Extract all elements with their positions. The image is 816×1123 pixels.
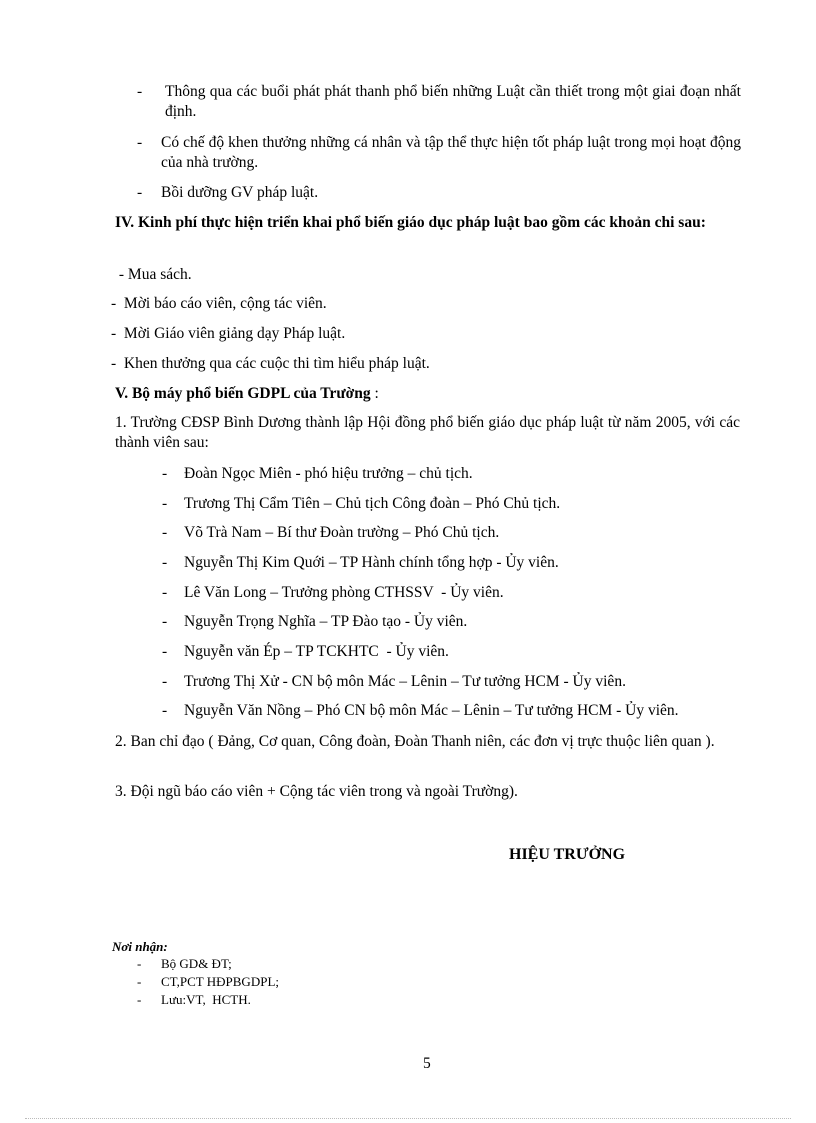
bullet-item: [137, 183, 741, 203]
member-text: Nguyễn Văn Nồng – Phó CN bộ môn Mác – Lênin – Tư tưởng HCM - Ủy viên.: [184, 702, 679, 719]
member-text: Trương Thị Cẩm Tiên – Chủ tịch Công đoàn – Phó Chủ tịch.: [184, 495, 561, 512]
member-item: [162, 583, 504, 603]
member-dash: -: [162, 643, 168, 660]
member-text: Lê Văn Long – Trưởng phòng CTHSSV - Ủy viên.: [184, 584, 504, 601]
section-iv-item: - Mời Giáo viên giảng dạy Pháp luật.: [111, 325, 346, 342]
member-item: [162, 523, 499, 543]
member-item: [162, 464, 473, 484]
bullet-item: [137, 133, 741, 173]
bullet-dash: -: [137, 184, 143, 201]
member-dash: -: [162, 465, 168, 482]
section-v-para1: 1. Trường CĐSP Bình Dương thành lập Hội đồng phổ biến giáo dục pháp luật từ năm 2005, với các thành viên sau:: [115, 414, 740, 451]
member-dash: -: [162, 702, 168, 719]
section-iv-item: - Khen thưởng qua các cuộc thi tìm hiểu pháp luật.: [111, 355, 430, 372]
recipients-label: Nơi nhận:: [112, 939, 168, 954]
member-dash: -: [162, 613, 168, 630]
member-item: [162, 612, 467, 632]
signature-title: HIỆU TRƯỞNG: [509, 846, 626, 863]
member-text: Trương Thị Xử - CN bộ môn Mác – Lênin – Tư tưởng HCM - Ủy viên.: [184, 673, 626, 690]
recipient-item: [137, 955, 232, 972]
recipient-dash: -: [137, 992, 142, 1007]
bullet-dash: -: [137, 134, 143, 151]
recipient-item: [137, 991, 251, 1008]
member-text: Nguyễn Trọng Nghĩa – TP Đào tạo - Ủy viên.: [184, 613, 468, 630]
recipient-dash: -: [137, 974, 142, 989]
recipient-text: Lưu:VT, HCTH.: [161, 992, 251, 1007]
section-iv-item: - Mua sách.: [115, 266, 192, 283]
member-item: [162, 672, 626, 692]
member-text: Nguyễn văn Ép – TP TCKHTC - Ủy viên.: [184, 643, 449, 660]
bullet-text: Thông qua các buổi phát phát thanh phổ biến những Luật cần thiết trong một giai đoạn nhất định.: [165, 83, 741, 120]
recipient-dash: -: [137, 956, 142, 971]
member-dash: -: [162, 495, 168, 512]
recipient-text: CT,PCT HĐPBGDPL;: [161, 974, 279, 989]
section-iv-item: - Mời báo cáo viên, cộng tác viên.: [111, 295, 327, 312]
recipient-item: [137, 973, 279, 990]
member-dash: -: [162, 673, 168, 690]
member-item: [162, 494, 560, 514]
member-item: [162, 701, 679, 721]
bullet-text: Có chế độ khen thưởng những cá nhân và tập thể thực hiện tốt pháp luật trong mọi hoạt động của nhà trường.: [161, 134, 741, 171]
section-v-para2: 2. Ban chỉ đạo ( Đảng, Cơ quan, Công đoàn, Đoàn Thanh niên, các đơn vị trực thuộc liên quan ).: [115, 733, 715, 750]
section-v-para3: 3. Đội ngũ báo cáo viên + Cộng tác viên trong và ngoài Trường).: [115, 783, 518, 800]
member-item: [162, 553, 559, 573]
member-text: Đoàn Ngọc Miên - phó hiệu trưởng – chủ tịch.: [184, 465, 473, 482]
page-number: 5: [423, 1055, 431, 1072]
member-dash: -: [162, 524, 168, 541]
section-v-heading-text: V. Bộ máy phổ biến GDPL của Trường: [115, 385, 371, 402]
section-v-heading: [115, 384, 379, 404]
member-text: Nguyễn Thị Kim Quới – TP Hành chính tổng hợp - Ủy viên.: [184, 554, 559, 571]
recipient-text: Bộ GD& ĐT;: [161, 956, 232, 971]
bullet-item: [137, 82, 741, 122]
section-v-heading-suffix: :: [370, 385, 379, 402]
section-iv-heading: IV. Kinh phí thực hiện triển khai phổ biến giáo dục pháp luật bao gồm các khoản chi sau:: [115, 214, 706, 231]
bullet-dash: -: [137, 83, 143, 100]
member-dash: -: [162, 584, 168, 601]
page-bottom-rule: [25, 1118, 791, 1119]
member-text: Võ Trà Nam – Bí thư Đoàn trường – Phó Chủ tịch.: [184, 524, 500, 541]
member-item: [162, 642, 449, 662]
member-dash: -: [162, 554, 168, 571]
bullet-text: Bồi dưỡng GV pháp luật.: [161, 184, 319, 201]
